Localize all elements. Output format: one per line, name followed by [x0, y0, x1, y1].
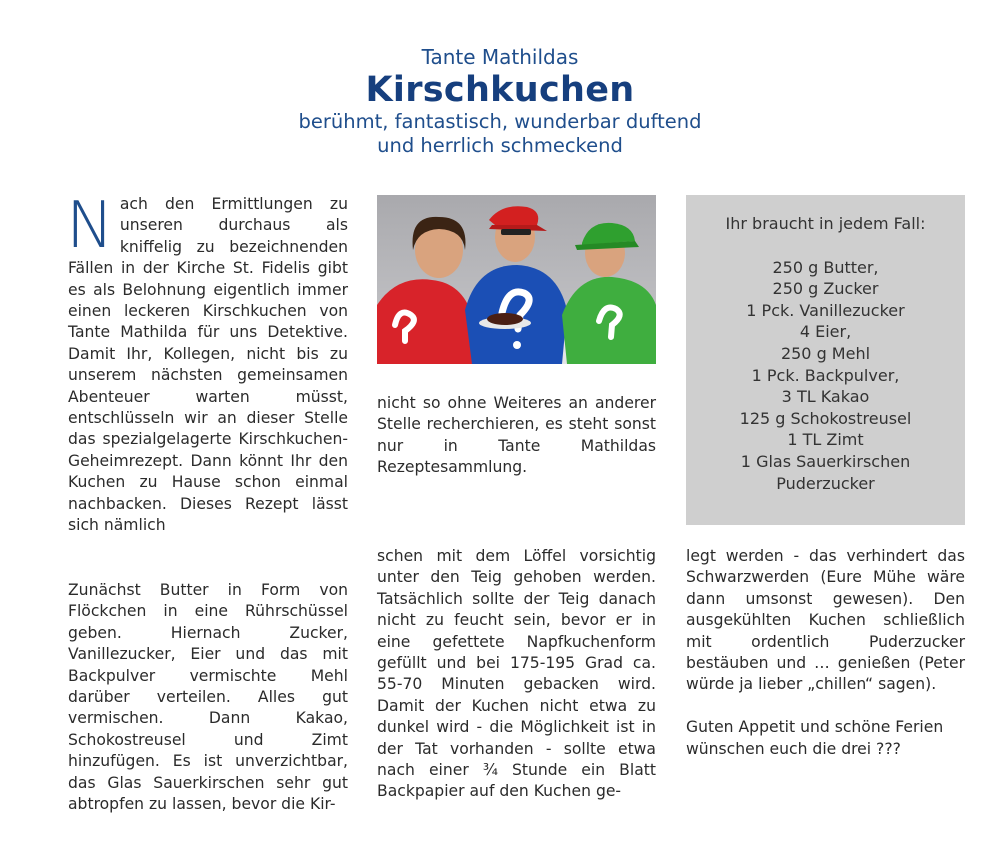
intro-column — [66, 189, 348, 537]
intro-continuation — [377, 393, 656, 479]
ingredient-item: 1 TL Zimt — [787, 430, 864, 450]
article-header — [0, 44, 1000, 158]
ingredient-item: 250 g Mehl — [780, 343, 871, 363]
instructions-part-1: Zunächst Butter in Form von Flöckchen in eine Rührschüssel geben. Hiernach Zucker, Vanillezucker, Eier und das mit Backpulver vermischte Mehl darüber verteilen. Alles gut vermischen. Dann Kakao, Schokostreusel und Zimt hinzufügen. Es ist unverzichtbar, das Glas Sauerkirschen sehr gut abtropfen zu lassen, bevor die Kir- — [68, 581, 348, 814]
supertitle: Tante Mathildas — [421, 45, 579, 69]
ingredient-item: 250 g Zucker — [772, 279, 879, 299]
subtitle-line-1: berühmt, fantastisch, wunderbar duftend — [298, 110, 702, 133]
ingredients-box — [686, 195, 965, 525]
ingredient-item: 3 TL Kakao — [781, 387, 870, 407]
photo-three-detectives-icon — [377, 195, 656, 364]
page-title: Kirschkuchen — [365, 70, 635, 110]
intro-text: ach den Ermittlungen zu unseren durchaus als kniffelig zu bezeichnenden Fällen in der Kirche St. Fidelis gibt es als Belohnung eigentlich immer einen leckeren Kirschkuchen von Tante Mathilda für uns Detektive. Damit Ihr, Kollegen, nicht bis zu unserem nächsten gemeinsamen Abenteuer warten müsst, entschlüsseln wir an dieser Stelle das spezialgelagerte Kirschkuchen-Geheimrezept. Dann könnt Ihr den Kuchen zu Hause schon einmal nachbacken. Dieses Rezept lässt sich nämlich — [68, 195, 348, 535]
ingredient-item: 4 Eier, — [799, 322, 852, 342]
instructions-part-3: legt werden - das verhindert das Schwarzwerden (Eure Mühe wäre dann umsonst gewesen). Den ausgekühlten Kuchen schließlich mit ordentlich Puderzucker bestäuben und … genießen (Peter würde ja lieber „chillen“ sagen). — [686, 547, 965, 694]
instructions-column-1 — [68, 580, 348, 815]
instructions-column-2 — [377, 546, 656, 803]
ingredient-item: Puderzucker — [776, 473, 875, 493]
ingredient-item: 1 Pck. Backpulver, — [751, 365, 900, 385]
ingredient-item: 1 Pck. Vanillezucker — [746, 300, 905, 320]
drop-cap: N — [66, 189, 114, 263]
subtitle-line-2: und herrlich schmeckend — [377, 134, 623, 157]
closing-text: Guten Appetit und schöne Ferien wünschen euch die drei ??? — [686, 718, 944, 758]
detectives-photo — [377, 195, 656, 364]
ingredient-item: 125 g Schokostreusel — [739, 408, 912, 428]
ingredients-list — [686, 257, 965, 495]
intro-continuation-text: nicht so ohne Weiteres an anderer Stelle recherchieren, es steht sonst nur in Tante Mathildas Rezeptesammlung. — [377, 394, 656, 477]
instructions-column-3 — [686, 546, 965, 760]
ingredients-heading: Ihr braucht in jedem Fall: — [725, 214, 926, 233]
ingredient-item: 1 Glas Sauerkirschen — [740, 451, 911, 471]
ingredient-item: 250 g Butter, — [772, 257, 879, 277]
instructions-part-2: schen mit dem Löffel vorsichtig unter den Teig gehoben werden. Tatsächlich sollte der Teig danach nicht zu feucht sein, bevor er in eine gefettete Napfkuchenform gefüllt und bei 175-195 Grad ca. 55-70 Minuten gebacken wird. Damit der Kuchen nicht etwa zu dunkel wird - die Möglichkeit ist in der Tat vorhanden - sollte etwa nach einer ¾ Stunde ein Blatt Backpapier auf den Kuchen ge- — [377, 547, 656, 801]
